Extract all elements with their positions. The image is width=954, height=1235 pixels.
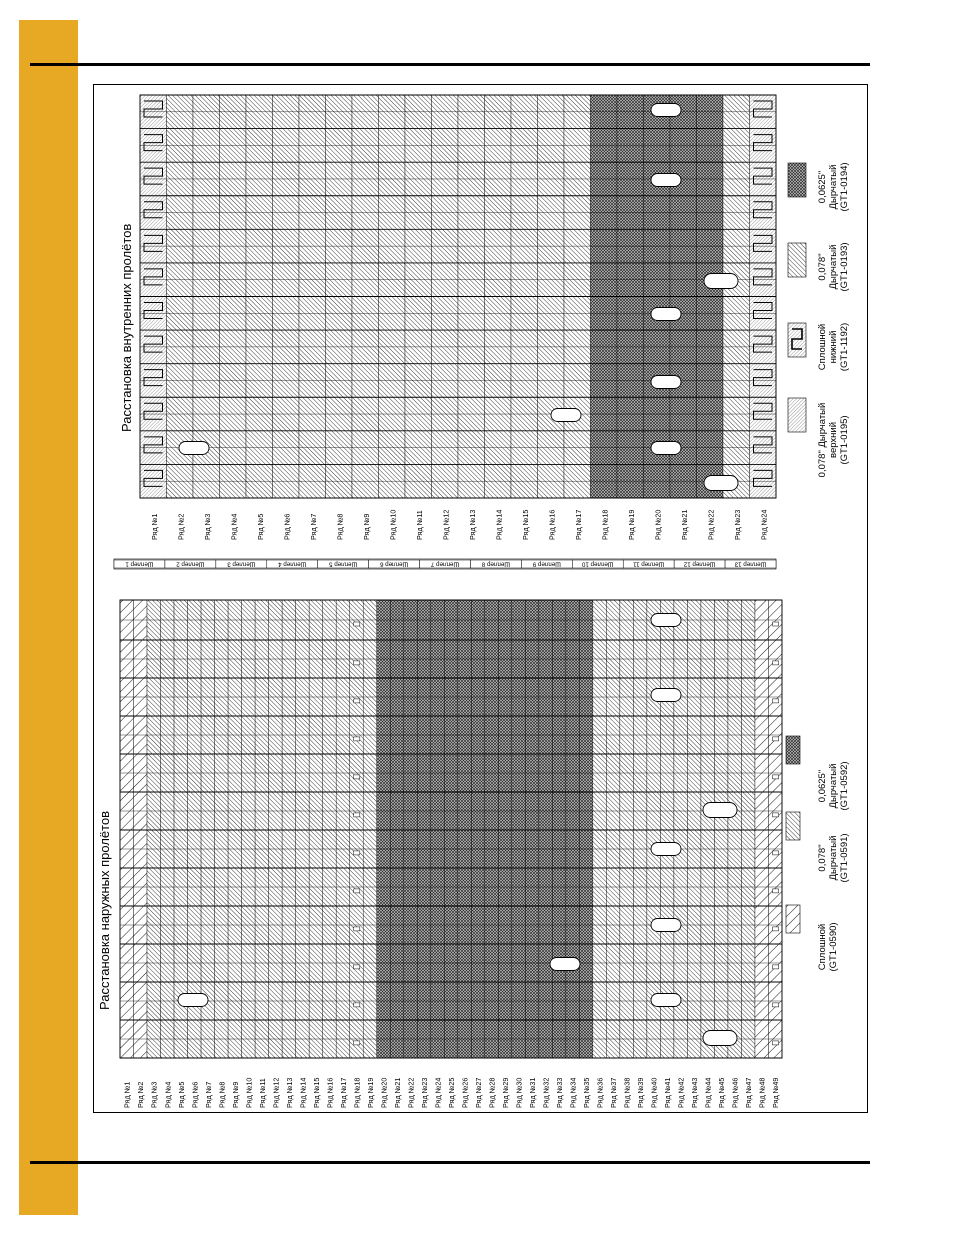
access-hatch: [651, 614, 681, 627]
bolt-mark: [354, 851, 360, 855]
outer-row-strip: [296, 600, 310, 1058]
inner-row-label: Ряд №11: [415, 510, 425, 540]
outer-row-label: Ряд №5: [176, 1081, 186, 1108]
outer-row-label: Ряд №21: [392, 1077, 402, 1108]
inner-row-label: Ряд №2: [176, 513, 186, 540]
bolt-mark: [773, 813, 779, 817]
stiffener-label: Шеплер 9: [532, 560, 561, 568]
outer-row-strip: [431, 600, 445, 1058]
outer-row-strip: [728, 600, 742, 1058]
access-hatch: [651, 308, 681, 321]
outer-row-label: Ряд №49: [771, 1077, 781, 1108]
legend-swatch: [788, 243, 806, 277]
stiffener-label: Шеплер 7: [430, 560, 460, 568]
outer-row-strip: [228, 600, 242, 1058]
stiffener-label: Шеплер 12: [683, 560, 716, 568]
outer-row-label: Ряд №15: [311, 1077, 321, 1108]
outer-row-strip: [242, 600, 256, 1058]
legend-label: Дырчатый: [828, 763, 839, 809]
access-hatch: [703, 803, 737, 818]
outer-row-strip: [485, 600, 499, 1058]
outer-row-strip: [458, 600, 472, 1058]
access-hatch: [651, 442, 681, 455]
bolt-mark: [773, 1003, 779, 1007]
outer-row-label: Ряд №23: [419, 1077, 429, 1108]
outer-row-strip: [404, 600, 418, 1058]
outer-row-label: Ряд №30: [514, 1077, 524, 1108]
bolt-mark: [354, 1041, 360, 1045]
outer-row-label: Ряд №37: [609, 1077, 619, 1108]
outer-row-strip: [512, 600, 526, 1058]
legend-label: (GT1-0592): [839, 761, 850, 811]
inner-row-label: Ряд №5: [256, 513, 266, 540]
legend-swatch: [786, 736, 800, 764]
bolt-mark: [773, 622, 779, 626]
legend-swatch: [788, 398, 806, 432]
outer-row-strip: [134, 600, 148, 1058]
outer-row-label: Ряд №42: [676, 1077, 686, 1108]
outer-row-label: Ряд №24: [433, 1077, 443, 1108]
bolt-mark: [773, 775, 779, 779]
access-hatch: [651, 919, 681, 932]
inner-row-label: Ряд №22: [706, 509, 716, 540]
outer-row-strip: [188, 600, 202, 1058]
stiffener-label: Шеплер 4: [278, 560, 307, 568]
outer-row-labels: [123, 1078, 780, 1108]
outer-row-strip: [363, 600, 377, 1058]
outer-row-strip: [377, 600, 391, 1058]
access-hatch: [651, 994, 681, 1007]
outer-row-strip: [660, 600, 674, 1058]
access-hatch: [179, 442, 209, 455]
outer-row-label: Ряд №25: [446, 1077, 456, 1108]
legend-label: верхний: [828, 421, 839, 459]
access-hatch: [703, 1031, 737, 1046]
inner-row-label: Ряд №18: [600, 509, 610, 540]
bolt-mark: [354, 889, 360, 893]
outer-row-label: Ряд №1: [122, 1081, 132, 1108]
outer-row-label: Ряд №4: [163, 1081, 173, 1108]
outer-row-label: Ряд №13: [284, 1077, 294, 1108]
outer-row-label: Ряд №34: [568, 1077, 578, 1108]
legend-label: 0,078": [817, 253, 828, 281]
inner-row-label: Ряд №13: [468, 509, 478, 540]
outer-row-strip: [444, 600, 458, 1058]
inner-title: Расстановка внутренних пролётов: [119, 223, 134, 432]
outer-row-strip: [161, 600, 175, 1058]
outer-legend: [786, 736, 850, 972]
legend-label: 0,0625": [817, 170, 828, 204]
outer-row-label: Ряд №3: [149, 1081, 159, 1108]
bolt-mark: [354, 965, 360, 969]
legend-label: (GT1-0195): [839, 415, 850, 465]
legend-label: (GT1-0591): [839, 833, 850, 883]
outer-row-label: Ряд №39: [636, 1077, 646, 1108]
inner-row-label: Ряд №3: [203, 513, 213, 540]
stiffener-label: Шеплер 11: [633, 560, 665, 568]
outer-row-strip: [552, 600, 566, 1058]
outer-row-label: Ряд №16: [325, 1077, 335, 1108]
outer-row-strip: [282, 600, 296, 1058]
legend-label: (GT1-0590): [828, 922, 839, 972]
bolt-mark: [354, 927, 360, 931]
inner-row-label: Ряд №10: [388, 509, 398, 540]
outer-row-strip: [215, 600, 229, 1058]
outer-row-label: Ряд №33: [555, 1077, 565, 1108]
inner-row-label: Ряд №7: [309, 513, 319, 540]
outer-row-label: Ряд №20: [379, 1077, 389, 1108]
inner-row-label: Ряд №24: [759, 509, 769, 540]
stiffener-label: Шеплер 1: [125, 560, 154, 568]
bolt-mark: [354, 737, 360, 741]
outer-row-label: Ряд №7: [203, 1081, 213, 1108]
inner-row-labels: [150, 510, 769, 540]
bolt-mark: [773, 737, 779, 741]
outer-row-strip: [647, 600, 661, 1058]
access-hatch: [651, 104, 681, 117]
outer-row-label: Ряд №35: [582, 1077, 592, 1108]
outer-title: Расстановка наружных пролётов: [97, 810, 112, 1010]
legend-swatch: [786, 905, 800, 933]
bolt-mark: [773, 851, 779, 855]
outer-row-label: Ряд №47: [744, 1077, 754, 1108]
outer-row-strip: [606, 600, 620, 1058]
legend-label: Дырчатый: [828, 164, 839, 210]
inner-row-label: Ряд №4: [229, 513, 239, 540]
outer-row-label: Ряд №26: [460, 1077, 470, 1108]
outer-row-strip: [755, 600, 769, 1058]
inner-row-label: Ряд №1: [150, 513, 160, 540]
bolt-mark: [773, 661, 779, 665]
bolt-mark: [354, 661, 360, 665]
access-hatch: [550, 958, 580, 971]
legend-label: (GT1-0193): [839, 242, 850, 292]
outer-row-strip: [147, 600, 161, 1058]
stiffener-label: Шеплер 13: [734, 560, 767, 568]
legend-label: (GT1-0194): [839, 162, 850, 212]
bolt-mark: [354, 699, 360, 703]
bolt-mark: [354, 813, 360, 817]
outer-row-label: Ряд №6: [190, 1081, 200, 1108]
outer-row-label: Ряд №43: [690, 1077, 700, 1108]
outer-row-strip: [255, 600, 269, 1058]
bolt-mark: [773, 699, 779, 703]
outer-row-label: Ряд №48: [757, 1077, 767, 1108]
access-hatch: [704, 476, 738, 491]
outer-row-label: Ряд №32: [541, 1077, 551, 1108]
legend-swatch: [788, 163, 806, 197]
legend-label: (GT1-1192): [839, 322, 850, 372]
outer-row-label: Ряд №38: [622, 1077, 632, 1108]
outer-row-label: Ряд №45: [717, 1077, 727, 1108]
access-hatch: [651, 376, 681, 389]
outer-row-label: Ряд №31: [528, 1077, 538, 1108]
legend-label: Дырчатый: [828, 835, 839, 881]
outer-row-strip: [201, 600, 215, 1058]
bolt-mark: [354, 775, 360, 779]
bolt-mark: [773, 889, 779, 893]
bolt-mark: [773, 927, 779, 931]
stiffener-label: Шеплер 10: [581, 560, 614, 568]
outer-row-strip: [687, 600, 701, 1058]
outer-row-strip: [579, 600, 593, 1058]
inner-row-label: Ряд №12: [441, 509, 451, 540]
legend-swatch: [786, 812, 800, 840]
bolt-mark: [354, 622, 360, 626]
outer-row-label: Ряд №36: [595, 1077, 605, 1108]
legend-label: 0,078" Дырчатый: [817, 402, 828, 478]
outer-row-label: Ряд №11: [257, 1078, 267, 1108]
access-hatch: [178, 994, 208, 1007]
stiffener-label: Шеплер 8: [481, 560, 510, 568]
outer-row-label: Ряд №28: [487, 1077, 497, 1108]
outer-row-strip: [674, 600, 688, 1058]
inner-row-label: Ряд №15: [521, 509, 531, 540]
outer-row-label: Ряд №44: [703, 1077, 713, 1108]
inner-row-label: Ряд №14: [494, 509, 504, 540]
access-hatch: [551, 409, 581, 422]
outer-row-strip: [633, 600, 647, 1058]
access-hatch: [651, 843, 681, 856]
outer-row-label: Ряд №46: [730, 1077, 740, 1108]
legend-label: нижний: [828, 330, 839, 364]
inner-row-label: Ряд №6: [282, 513, 292, 540]
access-hatch: [651, 689, 681, 702]
outer-row-strip: [350, 600, 364, 1058]
outer-row-strip: [768, 600, 782, 1058]
outer-row-label: Ряд №41: [663, 1077, 673, 1108]
inner-row-label: Ряд №8: [335, 513, 345, 540]
access-hatch: [651, 174, 681, 187]
stiffener-label: Шеплер 2: [176, 560, 205, 568]
outer-row-label: Ряд №8: [217, 1081, 227, 1108]
outer-row-strip: [701, 600, 715, 1058]
outer-row-label: Ряд №14: [298, 1077, 308, 1108]
outer-row-strip: [498, 600, 512, 1058]
stiffener-strip: [114, 559, 776, 569]
inner-row-label: Ряд №19: [627, 509, 637, 540]
outer-row-label: Ряд №40: [649, 1077, 659, 1108]
inner-row-label: Ряд №17: [574, 509, 584, 540]
outer-row-strip: [336, 600, 350, 1058]
outer-row-strip: [525, 600, 539, 1058]
outer-row-strip: [593, 600, 607, 1058]
inner-row-label: Ряд №20: [653, 509, 663, 540]
legend-label: 0,078": [817, 844, 828, 872]
outer-row-label: Ряд №2: [136, 1081, 146, 1108]
outer-row-strip: [390, 600, 404, 1058]
legend-label: Сплошной: [817, 923, 828, 971]
outer-row-strip: [120, 600, 134, 1058]
inner-row-label: Ряд №16: [547, 509, 557, 540]
outer-row-strip: [269, 600, 283, 1058]
outer-row-label: Ряд №9: [230, 1081, 240, 1108]
outer-row-label: Ряд №10: [244, 1077, 254, 1108]
legend-swatch: [788, 323, 806, 357]
legend-label: 0,0625": [817, 769, 828, 803]
outer-row-strip: [323, 600, 337, 1058]
bolt-mark: [773, 965, 779, 969]
inner-legend: [788, 162, 850, 477]
outer-row-label: Ряд №18: [352, 1077, 362, 1108]
stiffener-label: Шеплер 5: [329, 560, 358, 568]
outer-row-label: Ряд №27: [473, 1077, 483, 1108]
outer-row-label: Ряд №17: [338, 1077, 348, 1108]
outer-row-label: Ряд №29: [501, 1077, 511, 1108]
bolt-mark: [773, 1041, 779, 1045]
outer-spans-grid: [120, 600, 782, 1058]
inner-row-label: Ряд №21: [680, 509, 690, 540]
outer-row-strip: [417, 600, 431, 1058]
outer-row-label: Ряд №19: [365, 1077, 375, 1108]
outer-row-strip: [471, 600, 485, 1058]
stiffener-label: Шеплер 6: [380, 560, 409, 568]
outer-row-strip: [620, 600, 634, 1058]
outer-row-strip: [309, 600, 323, 1058]
inner-row-label: Ряд №23: [733, 509, 743, 540]
outer-row-label: Ряд №22: [406, 1077, 416, 1108]
outer-row-strip: [741, 600, 755, 1058]
outer-row-label: Ряд №12: [271, 1077, 281, 1108]
outer-row-strip: [566, 600, 580, 1058]
legend-label: Сплошной: [817, 323, 828, 371]
stiffener-label: Шеплер 3: [227, 560, 256, 568]
outer-row-strip: [539, 600, 553, 1058]
outer-row-strip: [714, 600, 728, 1058]
legend-label: Дырчатый: [828, 244, 839, 290]
bolt-mark: [354, 1003, 360, 1007]
access-hatch: [704, 274, 738, 289]
outer-row-strip: [174, 600, 188, 1058]
inner-spans-grid: [140, 95, 776, 498]
inner-row-label: Ряд №9: [362, 513, 372, 540]
